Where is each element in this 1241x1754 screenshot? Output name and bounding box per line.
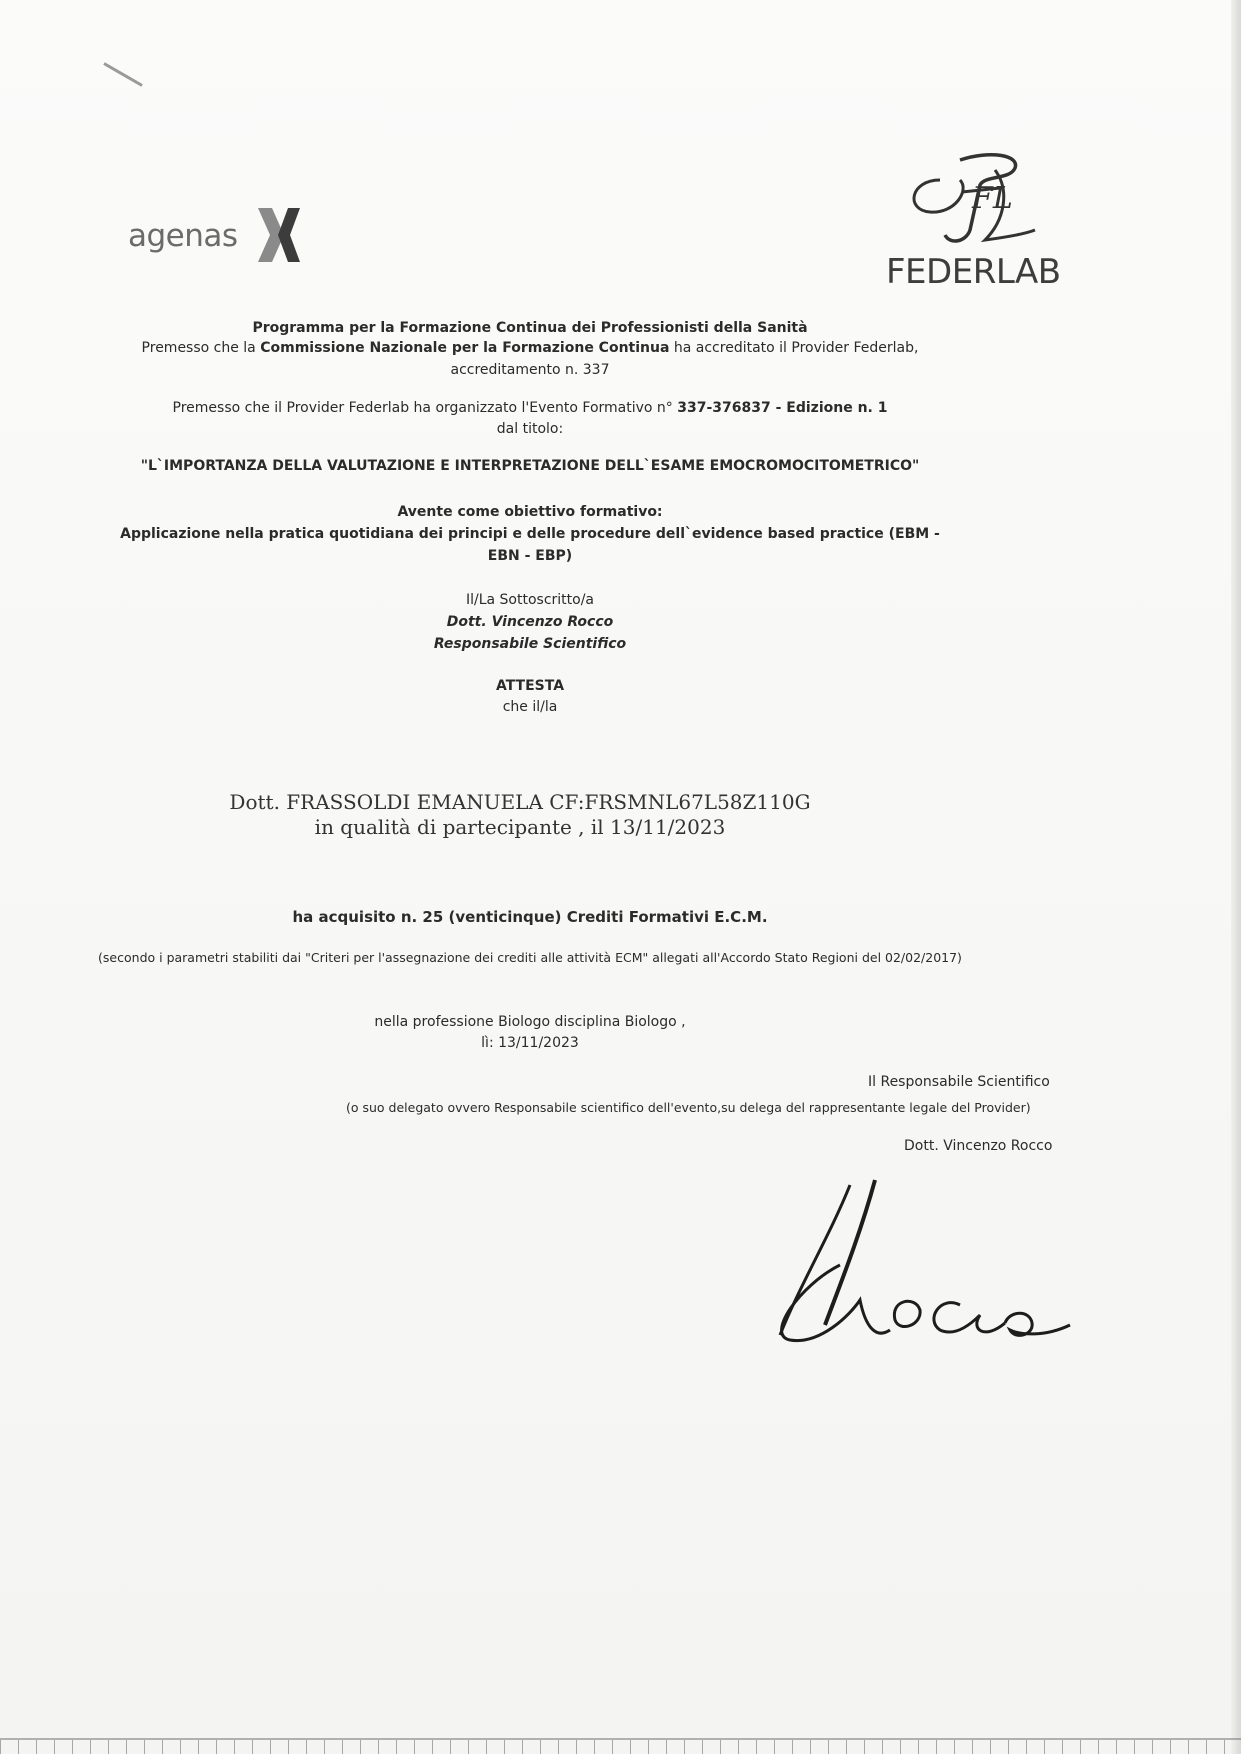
- signatory-role: Responsabile Scientifico: [433, 636, 627, 652]
- attesta-heading: ATTESTA: [495, 678, 565, 694]
- handwritten-signature: [770, 1175, 1090, 1375]
- title-label: dal titolo:: [496, 421, 564, 437]
- profession: nella professione Biologo disciplina Biologo ,: [374, 1014, 686, 1030]
- footer-delegate-note: (o suo delegato ovvero Responsabile scientifico dell'evento,su delega del rappresentante legale del Provider): [346, 1100, 1031, 1115]
- place-date: lì: 13/11/2023: [481, 1035, 579, 1051]
- signatory-name: Dott. Vincenzo Rocco: [446, 614, 614, 630]
- agenas-wordmark: agenas: [128, 218, 238, 254]
- objective-label: Avente come obiettivo formativo:: [397, 504, 663, 520]
- federlab-wordmark: FEDERLAB: [886, 252, 1061, 292]
- objective-line-2: EBN - EBP): [487, 548, 573, 564]
- objective-line-1: Applicazione nella pratica quotidiana dei principi e delle procedure dell`evidence based practice (EBM -: [120, 526, 940, 542]
- footer-name: Dott. Vincenzo Rocco: [904, 1138, 1053, 1154]
- scan-artifact: [103, 62, 143, 87]
- credits-statement: ha acquisito n. 25 (venticinque) Crediti Formativi E.C.M.: [292, 908, 768, 926]
- credits-note: (secondo i parametri stabiliti dai "Criteri per l'assegnazione dei crediti alle attività ECM" allegati all'Accordo Stato Regioni del 02/02/2017): [98, 950, 962, 965]
- agenas-logo: [128, 200, 313, 270]
- scan-ruler: [0, 1738, 1241, 1754]
- participant-name: Dott. FRASSOLDI EMANUELA CF:FRSMNL67L58Z110G: [229, 790, 811, 814]
- scan-edge: [1231, 0, 1241, 1754]
- monogram-text: FL: [972, 181, 1013, 216]
- federlab-monogram-icon: [900, 150, 1040, 250]
- agenas-x-icon: [252, 202, 312, 268]
- participant-role-date: in qualità di partecipante , il 13/11/2023: [314, 815, 726, 839]
- accreditation-number: accreditamento n. 337: [450, 362, 610, 378]
- signatory-intro: Il/La Sottoscritto/a: [465, 592, 595, 608]
- premise-event: Premesso che il Provider Federlab ha organizzato l'Evento Formativo n° 337-376837 - Edizione n. 1: [172, 400, 888, 416]
- premise-commission: Premesso che la Commissione Nazionale per la Formazione Continua ha accreditato il Provider Federlab,: [141, 340, 919, 356]
- footer-role: Il Responsabile Scientifico: [868, 1074, 1050, 1090]
- program-title: Programma per la Formazione Continua dei Professionisti della Sanità: [252, 320, 808, 336]
- attesta-subject: che il/la: [502, 699, 558, 715]
- federlab-logo: [880, 150, 1080, 290]
- event-title: "L`IMPORTANZA DELLA VALUTAZIONE E INTERPRETAZIONE DELL`ESAME EMOCROMOCITOMETRICO": [140, 458, 920, 474]
